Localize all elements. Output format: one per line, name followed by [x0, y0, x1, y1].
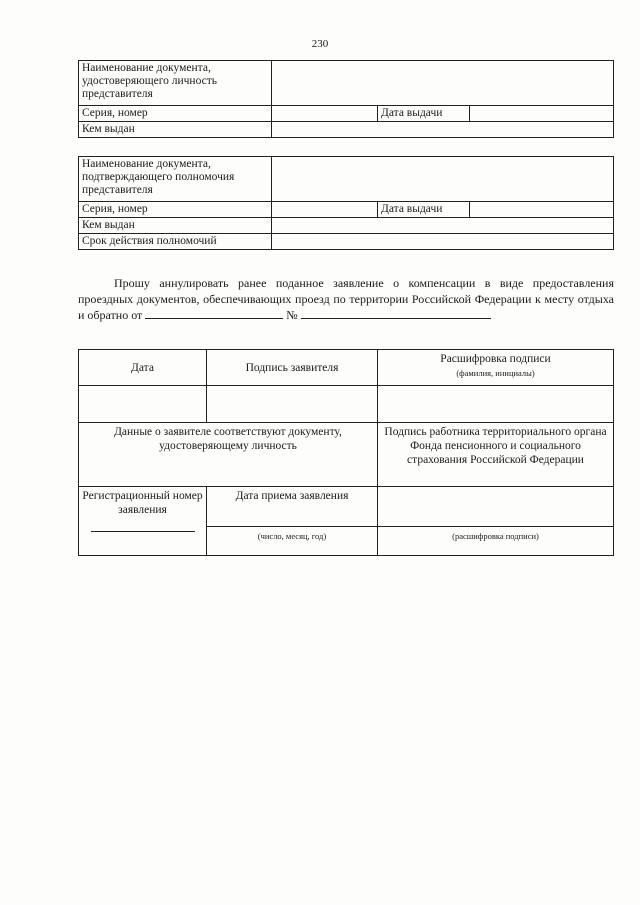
- issue-date-field[interactable]: [470, 106, 614, 122]
- employee-signature-field[interactable]: [378, 487, 614, 527]
- date-cell[interactable]: [79, 386, 207, 423]
- authority-issue-date-label: Дата выдачи: [378, 202, 470, 218]
- authority-issued-by-label: Кем выдан: [79, 218, 272, 234]
- request-paragraph: [78, 276, 614, 324]
- signature-decoding-note: (расшифровка подписи): [378, 527, 614, 556]
- employee-signature-label: Подпись работника территориального органа Фонда пенсионного и социального страхования Российской Федерации: [378, 423, 614, 487]
- authority-validity-field[interactable]: [272, 234, 614, 250]
- authority-series-number-label: Серия, номер: [79, 202, 272, 218]
- issued-by-label: Кем выдан: [79, 122, 272, 138]
- application-number-blank[interactable]: [301, 307, 491, 319]
- receipt-date-label: Дата приема заявления: [207, 487, 378, 527]
- request-text: Прошу аннулировать ранее поданное заявление о компенсации в виде предоставления проездных документов, обеспечивающих проезд по территории Российской Федерации к месту отдыха и обратно от: [78, 276, 614, 322]
- receipt-date-note: (число, месяц, год): [207, 527, 378, 556]
- signature-table: [78, 349, 614, 556]
- number-sign: №: [286, 308, 298, 322]
- series-number-label: Серия, номер: [79, 106, 272, 122]
- representative-document-table: [78, 60, 614, 138]
- signature-header: Подпись заявителя: [207, 350, 378, 386]
- authority-validity-label: Срок действия полномочий: [79, 234, 272, 250]
- data-match-statement: Данные о заявителе соответствуют документу, удостоверяющему личность: [79, 423, 378, 487]
- decoding-header: [378, 350, 614, 386]
- applicant-signature-cell[interactable]: [207, 386, 378, 423]
- registration-number-field[interactable]: [79, 527, 207, 556]
- issued-by-field[interactable]: [272, 122, 614, 138]
- decoding-header-note: (фамилия, инициалы): [456, 368, 535, 378]
- series-number-field[interactable]: [272, 106, 378, 122]
- page-number: 230: [311, 38, 329, 50]
- signature-decoding-cell[interactable]: [378, 386, 614, 423]
- document-name-label: Наименование документа, удостоверяющего личность представителя: [79, 61, 272, 106]
- decoding-header-label: Расшифровка подписи: [440, 353, 551, 365]
- authority-document-name-label: Наименование документа, подтверждающего полномочия представителя: [79, 157, 272, 202]
- authority-issue-date-field[interactable]: [470, 202, 614, 218]
- registration-number-label: Регистрационный номер заявления: [79, 487, 207, 527]
- application-date-blank[interactable]: [145, 307, 283, 319]
- authority-issued-by-field[interactable]: [272, 218, 614, 234]
- issue-date-label: Дата выдачи: [378, 106, 470, 122]
- document-name-field[interactable]: [272, 61, 614, 106]
- authority-series-number-field[interactable]: [272, 202, 378, 218]
- representative-authority-table: [78, 156, 614, 250]
- date-header: Дата: [79, 350, 207, 386]
- authority-document-name-field[interactable]: [272, 157, 614, 202]
